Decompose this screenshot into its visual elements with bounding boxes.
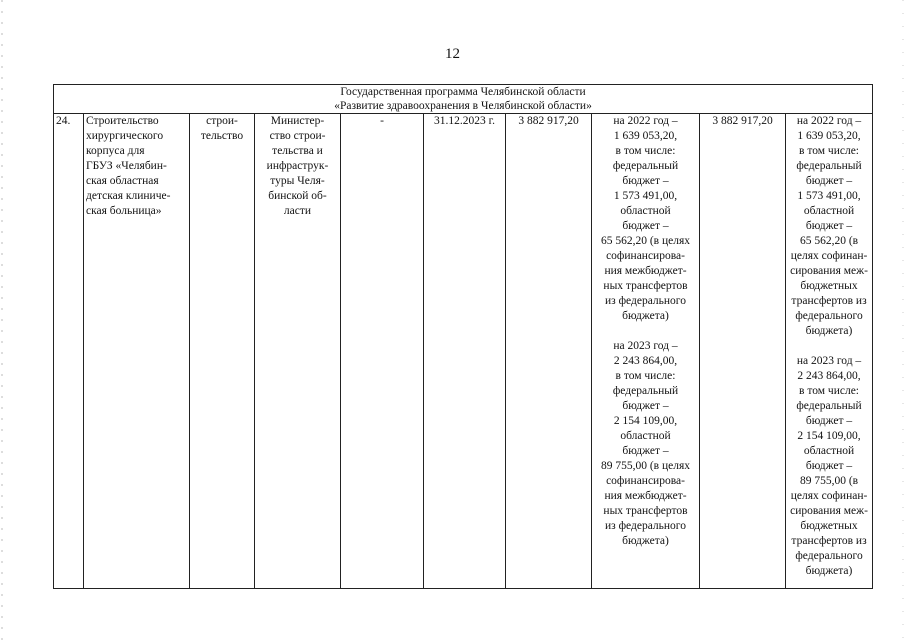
limit-2023-block bbox=[788, 354, 870, 579]
text-line: 2 154 109,00, bbox=[797, 430, 861, 442]
text-line: областной bbox=[803, 205, 855, 217]
program-title-line2: «Развитие здравоохранения в Челябинской области» bbox=[334, 100, 592, 112]
text-line: бюджета) bbox=[805, 565, 853, 577]
limit-2022-block bbox=[788, 114, 870, 339]
text-line: бюджета) bbox=[622, 535, 669, 547]
page-number: 12 bbox=[445, 46, 460, 62]
text-line: ния межбюджет- bbox=[604, 265, 687, 277]
text-line: федеральный bbox=[612, 385, 679, 397]
text-line: бюджет – bbox=[805, 220, 853, 232]
text-line: бюджет – bbox=[805, 460, 853, 472]
text-line: корпуса для bbox=[86, 145, 145, 157]
work-type-cell bbox=[190, 114, 255, 589]
text-line: в том числе: bbox=[615, 370, 676, 382]
text-line: областной bbox=[803, 445, 855, 457]
text-line: софинансирова- bbox=[606, 475, 685, 487]
text-line: ская областная bbox=[86, 175, 159, 187]
text-line: на 2022 год – bbox=[796, 115, 862, 127]
text-line: ГБУЗ «Челябин- bbox=[86, 160, 167, 172]
funding-2022-block bbox=[594, 114, 697, 324]
text-line: бюджет – bbox=[622, 400, 669, 412]
text-line: федеральный bbox=[796, 400, 862, 412]
text-line: ных трансфертов bbox=[603, 280, 688, 292]
funding-cell bbox=[592, 114, 700, 589]
text-line: ская больница» bbox=[86, 205, 162, 217]
text-line: бюджетных bbox=[800, 280, 858, 292]
text-line: 2 154 109,00, bbox=[613, 415, 678, 427]
text-line: бюджет – bbox=[622, 220, 669, 232]
text-line: областной bbox=[620, 205, 671, 217]
text-line: из федерального bbox=[605, 520, 686, 532]
text-line: федеральный bbox=[612, 160, 679, 172]
text-line: строи- bbox=[206, 115, 238, 127]
text-line: 2 243 864,00, bbox=[797, 370, 861, 382]
text-line: ство строи- bbox=[269, 130, 326, 142]
text-line: из федерального bbox=[605, 295, 686, 307]
text-line: на 2023 год – bbox=[613, 340, 678, 352]
text-line: бюджетных bbox=[800, 520, 858, 532]
limit-funding-cell bbox=[786, 114, 873, 589]
text-line: федерального bbox=[795, 310, 863, 322]
text-line: 65 562,20 (в целях bbox=[600, 235, 691, 247]
text-line: федеральный bbox=[796, 160, 862, 172]
text-line: в том числе: bbox=[799, 385, 859, 397]
capacity-cell: - bbox=[341, 114, 424, 589]
text-line: в том числе: bbox=[615, 145, 676, 157]
limit-total-cell: 3 882 917,20 bbox=[700, 114, 786, 589]
text-line: сирования меж- bbox=[790, 265, 868, 277]
text-line: целях софинан- bbox=[790, 490, 868, 502]
text-line: бюджет – bbox=[805, 175, 853, 187]
text-line: сирования меж- bbox=[790, 505, 868, 517]
row-number: 24. bbox=[54, 114, 84, 589]
text-line: ния межбюджет- bbox=[604, 490, 687, 502]
funding-2023-block bbox=[594, 339, 697, 549]
text-line: бюджет – bbox=[622, 445, 669, 457]
text-line: тельства и bbox=[272, 145, 323, 157]
text-line: бинской об- bbox=[268, 190, 327, 202]
text-line: инфраструк- bbox=[266, 160, 329, 172]
text-line: Министер- bbox=[270, 115, 325, 127]
text-line: детская клиниче- bbox=[86, 190, 171, 202]
text-line: 89 755,00 (в целях bbox=[600, 460, 691, 472]
text-line: 1 573 491,00, bbox=[797, 190, 861, 202]
text-line: 2 243 864,00, bbox=[613, 355, 678, 367]
text-line: 1 639 053,20, bbox=[613, 130, 678, 142]
text-line: в том числе: bbox=[799, 145, 859, 157]
text-line: 89 755,00 (в bbox=[799, 475, 859, 487]
completion-date-cell: 31.12.2023 г. bbox=[424, 114, 506, 589]
program-title-line1: Государственная программа Челябинской области bbox=[340, 86, 586, 98]
text-line: 1 639 053,20, bbox=[797, 130, 861, 142]
text-line: бюджет – bbox=[805, 415, 853, 427]
object-name-cell bbox=[84, 114, 190, 589]
program-header bbox=[54, 85, 873, 114]
text-line: хирургического bbox=[86, 130, 164, 142]
text-line: ных трансфертов bbox=[603, 505, 688, 517]
text-line: туры Челя- bbox=[270, 175, 325, 187]
text-line: бюджета) bbox=[622, 310, 669, 322]
text-line: бюджет – bbox=[622, 175, 669, 187]
text-line: 65 562,20 (в bbox=[799, 235, 859, 247]
customer-cell bbox=[255, 114, 341, 589]
text-line: федерального bbox=[795, 550, 863, 562]
text-line: ласти bbox=[283, 205, 312, 217]
program-table bbox=[53, 84, 873, 589]
text-line: софинансирова- bbox=[606, 250, 685, 262]
total-cost-cell: 3 882 917,20 bbox=[506, 114, 592, 589]
program-header-row bbox=[54, 85, 873, 114]
text-line: тельство bbox=[200, 130, 244, 142]
text-line: трансфертов из bbox=[791, 535, 867, 547]
text-line: целях софинан- bbox=[790, 250, 868, 262]
text-line: бюджета) bbox=[805, 325, 853, 337]
text-line: 1 573 491,00, bbox=[613, 190, 678, 202]
text-line: трансфертов из bbox=[791, 295, 867, 307]
text-line: на 2023 год – bbox=[796, 355, 862, 367]
table-row bbox=[54, 114, 873, 589]
text-line: областной bbox=[620, 430, 671, 442]
text-line: Строительство bbox=[86, 115, 159, 127]
text-line: на 2022 год – bbox=[613, 115, 678, 127]
